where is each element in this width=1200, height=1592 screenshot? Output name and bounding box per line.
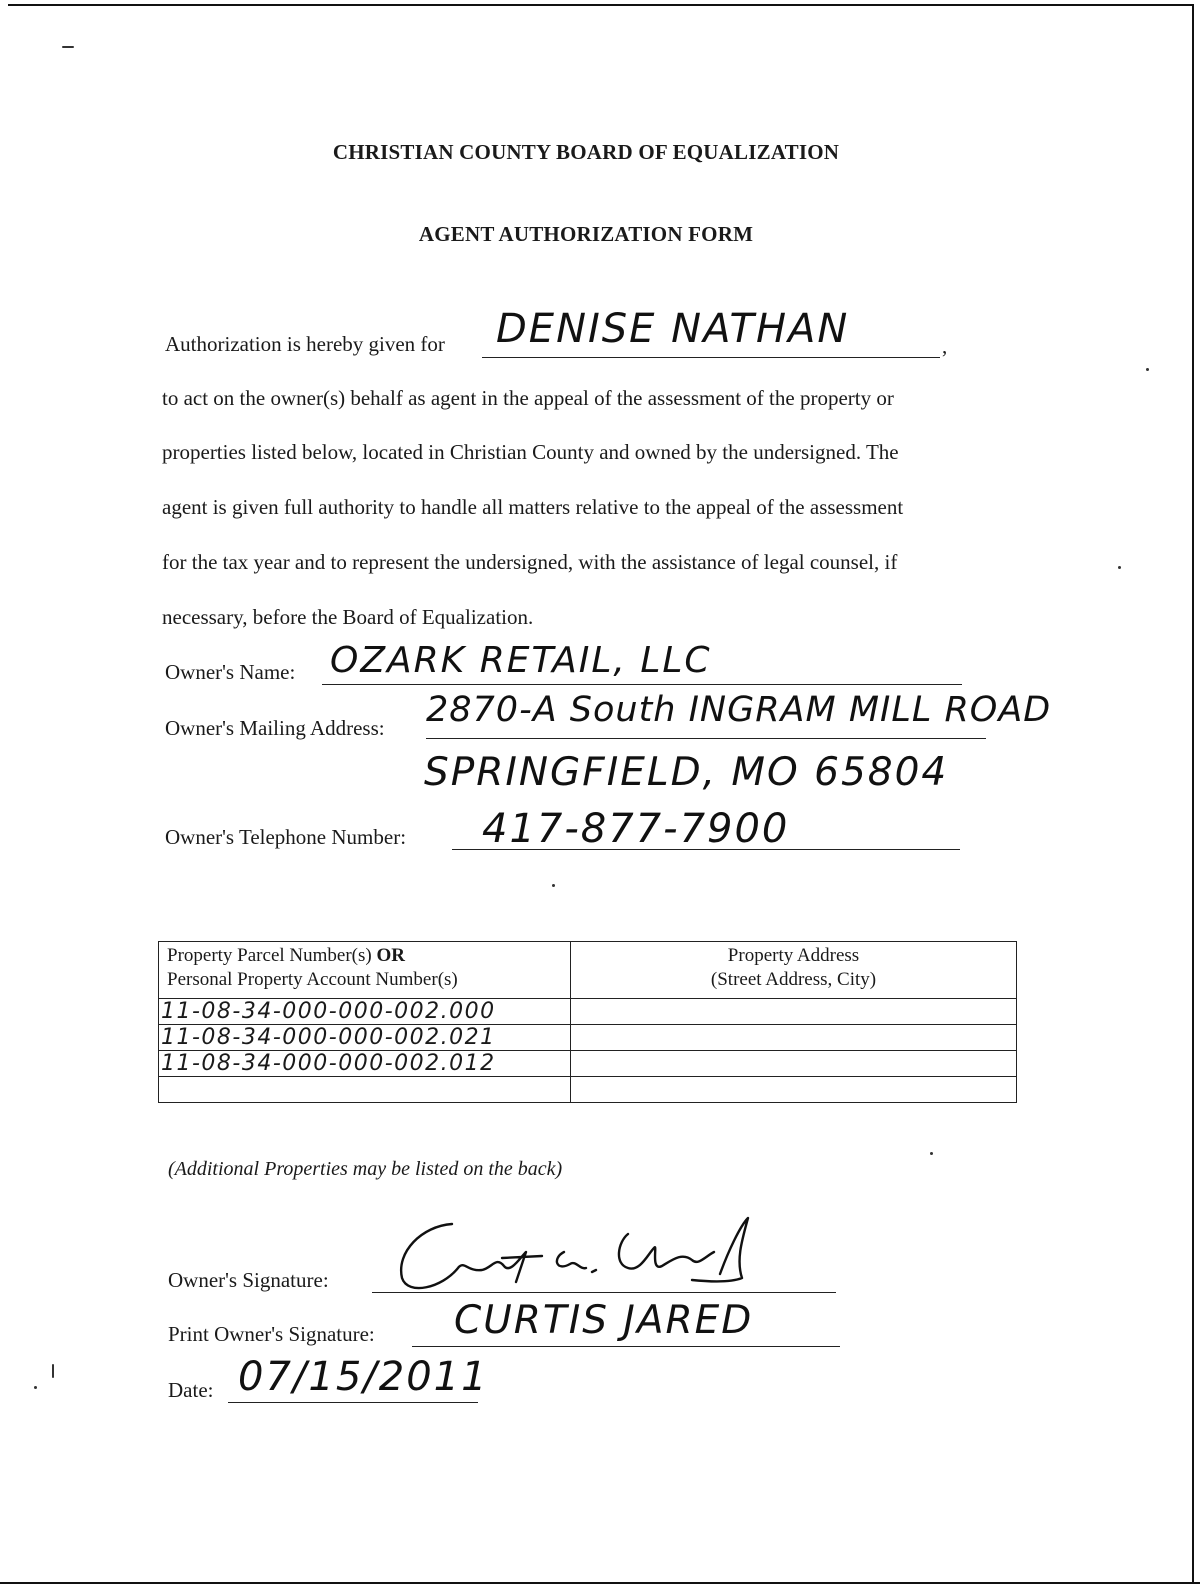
- body-line-4: for the tax year and to represent the undersigned, with the assistance of legal counsel, if: [162, 550, 898, 574]
- owner-name-line: [322, 684, 962, 685]
- body-line-3: agent is given full authority to handle all matters relative to the appeal of the assessment: [162, 495, 904, 519]
- form-subtitle: AGENT AUTHORIZATION FORM: [418, 222, 754, 246]
- parcel-cell: 11-08-34-000-000-002.000: [159, 999, 571, 1025]
- print-owner-signature-line: [412, 1346, 840, 1347]
- scan-speck: [52, 1364, 54, 1378]
- body-line-2: properties listed below, located in Christian County and owned by the undersigned. The: [162, 440, 899, 464]
- owner-phone-label: Owner's Telephone Number:: [165, 825, 407, 849]
- owner-address-label: Owner's Mailing Address:: [165, 716, 385, 740]
- owner-address-line1-handwritten: 2870-A South INGRAM MILL ROAD: [426, 690, 1052, 730]
- owner-address-line: [426, 738, 986, 739]
- parcel-header-or: OR: [376, 945, 405, 966]
- properties-table: [158, 941, 1017, 1103]
- table-row: [159, 999, 1017, 1025]
- agent-name-line: [482, 357, 940, 358]
- date-handwritten: 07/15/2011: [238, 1354, 489, 1400]
- parcel-cell: [159, 1077, 571, 1103]
- owner-signature-scribble: [392, 1212, 762, 1302]
- body-line-5: necessary, before the Board of Equalization.: [162, 605, 534, 629]
- address-cell: [571, 1025, 1017, 1051]
- body-line-1: to act on the owner(s) behalf as agent in the appeal of the assessment of the property or: [162, 386, 894, 410]
- print-owner-signature-label: Print Owner's Signature:: [168, 1322, 375, 1346]
- properties-table-header: [159, 942, 1017, 999]
- owner-phone-handwritten: 417-877-7900: [482, 806, 790, 852]
- owner-signature-label: Owner's Signature:: [168, 1268, 329, 1292]
- address-header-line2: (Street Address, City): [710, 969, 877, 990]
- address-cell: [571, 1051, 1017, 1077]
- date-line: [228, 1402, 478, 1403]
- address-cell: [571, 1077, 1017, 1103]
- address-header-line1: Property Address: [727, 945, 860, 966]
- table-row: [159, 1051, 1017, 1077]
- scan-speck: [930, 1152, 933, 1155]
- parcel-header-line1: Property Parcel Number(s): [167, 945, 372, 966]
- scan-speck: [1146, 368, 1149, 371]
- owner-address-line2-handwritten: SPRINGFIELD, MO 65804: [424, 750, 949, 795]
- address-cell: [571, 999, 1017, 1025]
- table-row: [159, 1025, 1017, 1051]
- page-border-top: [8, 4, 1192, 6]
- agent-name-comma: ,: [942, 334, 948, 358]
- parcel-cell: 11-08-34-000-000-002.012: [159, 1051, 571, 1077]
- scan-speck: [552, 884, 555, 887]
- parcel-cell: 11-08-34-000-000-002.021: [159, 1025, 571, 1051]
- parcel-header-line2: Personal Property Account Number(s): [167, 969, 458, 990]
- address-column-header: [571, 942, 1017, 999]
- table-row: [159, 1077, 1017, 1103]
- scan-speck: [1118, 566, 1121, 569]
- owner-name-label: Owner's Name:: [165, 660, 296, 684]
- parcel-column-header: [159, 942, 571, 999]
- authorization-lead: Authorization is hereby given for: [165, 332, 445, 356]
- scan-speck: [34, 1386, 37, 1389]
- page-border-bottom: [0, 1582, 1200, 1584]
- page-border-right: [1192, 4, 1194, 1584]
- form-title: CHRISTIAN COUNTY BOARD OF EQUALIZATION: [332, 140, 840, 164]
- additional-properties-note: (Additional Properties may be listed on the back): [168, 1158, 563, 1180]
- agent-name-handwritten: DENISE NATHAN: [496, 306, 850, 352]
- scan-speck: [62, 46, 74, 48]
- owner-name-handwritten: OZARK RETAIL, LLC: [330, 640, 712, 681]
- date-label: Date:: [168, 1378, 214, 1402]
- print-owner-name-handwritten: CURTIS JARED: [454, 1298, 754, 1343]
